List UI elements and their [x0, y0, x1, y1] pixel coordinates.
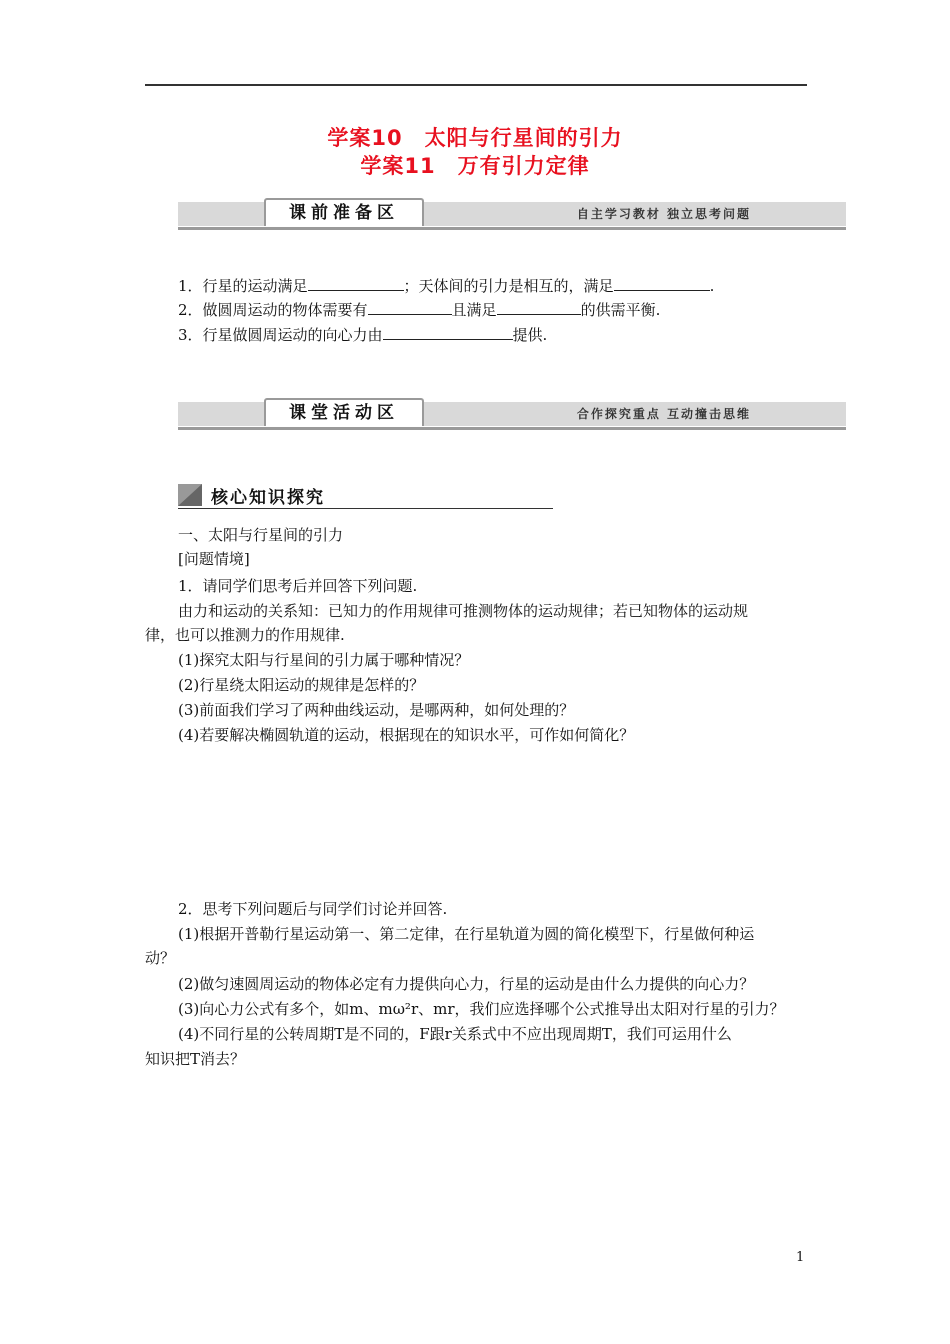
prep-item-2-text-c: 的供需平衡. [580, 301, 661, 319]
prep-item-1-text-c: . [709, 277, 715, 295]
prep-item-2 [178, 298, 660, 322]
blank-4[interactable] [497, 300, 581, 315]
class-band-slogan: 合作探究重点 互动撞击思维 [576, 407, 751, 421]
page-number: 1 [796, 1250, 805, 1265]
part-2-question-1-line-2: 动？ [145, 949, 176, 967]
section-marker-shade-icon [178, 484, 202, 506]
prep-band-tab: 课前准备区 [264, 198, 424, 226]
part-2-question-4-line-2: 知识把T消去？ [145, 1050, 246, 1068]
section-heading [178, 482, 553, 509]
top-rule [145, 84, 807, 86]
blank-3[interactable] [368, 300, 452, 315]
blank-1[interactable] [308, 276, 404, 291]
part-1-intro-line-2: 律，也可以推测力的作用规律. [145, 626, 345, 644]
part-2-question-1-line-1: (1)根据开普勒行星运动第一、第二定律，在行星轨道为圆的简化模型下，行星做何种运 [178, 925, 755, 943]
band-underline [178, 227, 846, 230]
part-1-heading: 1．请同学们思考后并回答下列问题. [178, 577, 418, 595]
title-line-2: 学案11 万有引力定律 [360, 154, 590, 178]
title-line-1: 学案10 太阳与行星间的引力 [327, 126, 623, 150]
prep-item-1-text-a: 1．行星的运动满足 [178, 277, 308, 295]
prep-item-1-text-b: ；天体间的引力是相互的，满足 [403, 277, 614, 295]
prep-item-2-text-b: 且满足 [451, 301, 497, 319]
prep-item-2-text-a: 2．做圆周运动的物体需要有 [178, 301, 368, 319]
section-heading-label: 核心知识探究 [211, 488, 325, 508]
prep-item-3-text-a: 3．行星做圆周运动的向心力由 [178, 326, 383, 344]
part-2-heading: 2．思考下列问题后与同学们讨论并回答. [178, 900, 448, 918]
part-1-question-1: (1)探究太阳与行星间的引力属于哪种情况？ [178, 651, 470, 669]
class-band [178, 398, 846, 428]
part-2-question-3: (3)向心力公式有多个，如m、mω²r、mr，我们应选择哪个公式推导出太阳对行星的引力？ [178, 1000, 785, 1018]
prep-item-3 [178, 323, 547, 347]
class-band-tab: 课堂活动区 [264, 398, 424, 426]
prep-band-slogan: 自主学习教材 独立思考问题 [576, 207, 751, 221]
prep-band [178, 198, 846, 228]
blank-2[interactable] [614, 276, 710, 291]
part-1-question-4: (4)若要解决椭圆轨道的运动，根据现在的知识水平，可作如何简化？ [178, 726, 635, 744]
part-1-question-2: (2)行星绕太阳运动的规律是怎样的？ [178, 676, 425, 694]
prep-item-3-text-b: 提供. [512, 326, 548, 344]
part-1-intro-line-1: 由力和运动的关系知：已知力的作用规律可推测物体的运动规律；若已知物体的运动规 [178, 602, 749, 620]
band-underline [178, 427, 846, 430]
part-2-question-4-line-1: (4)不同行星的公转周期T是不同的，F跟r关系式中不应出现周期T，我们可运用什么 [178, 1025, 732, 1043]
context-label: [问题情境] [178, 550, 250, 568]
part-2-question-2: (2)做匀速圆周运动的物体必定有力提供向心力，行星的运动是由什么力提供的向心力？ [178, 975, 755, 993]
blank-5[interactable] [383, 325, 513, 340]
topic: 一、太阳与行星间的引力 [178, 526, 344, 544]
prep-item-1 [178, 274, 714, 298]
part-1-question-3: (3)前面我们学习了两种曲线运动，是哪两种，如何处理的？ [178, 701, 575, 719]
